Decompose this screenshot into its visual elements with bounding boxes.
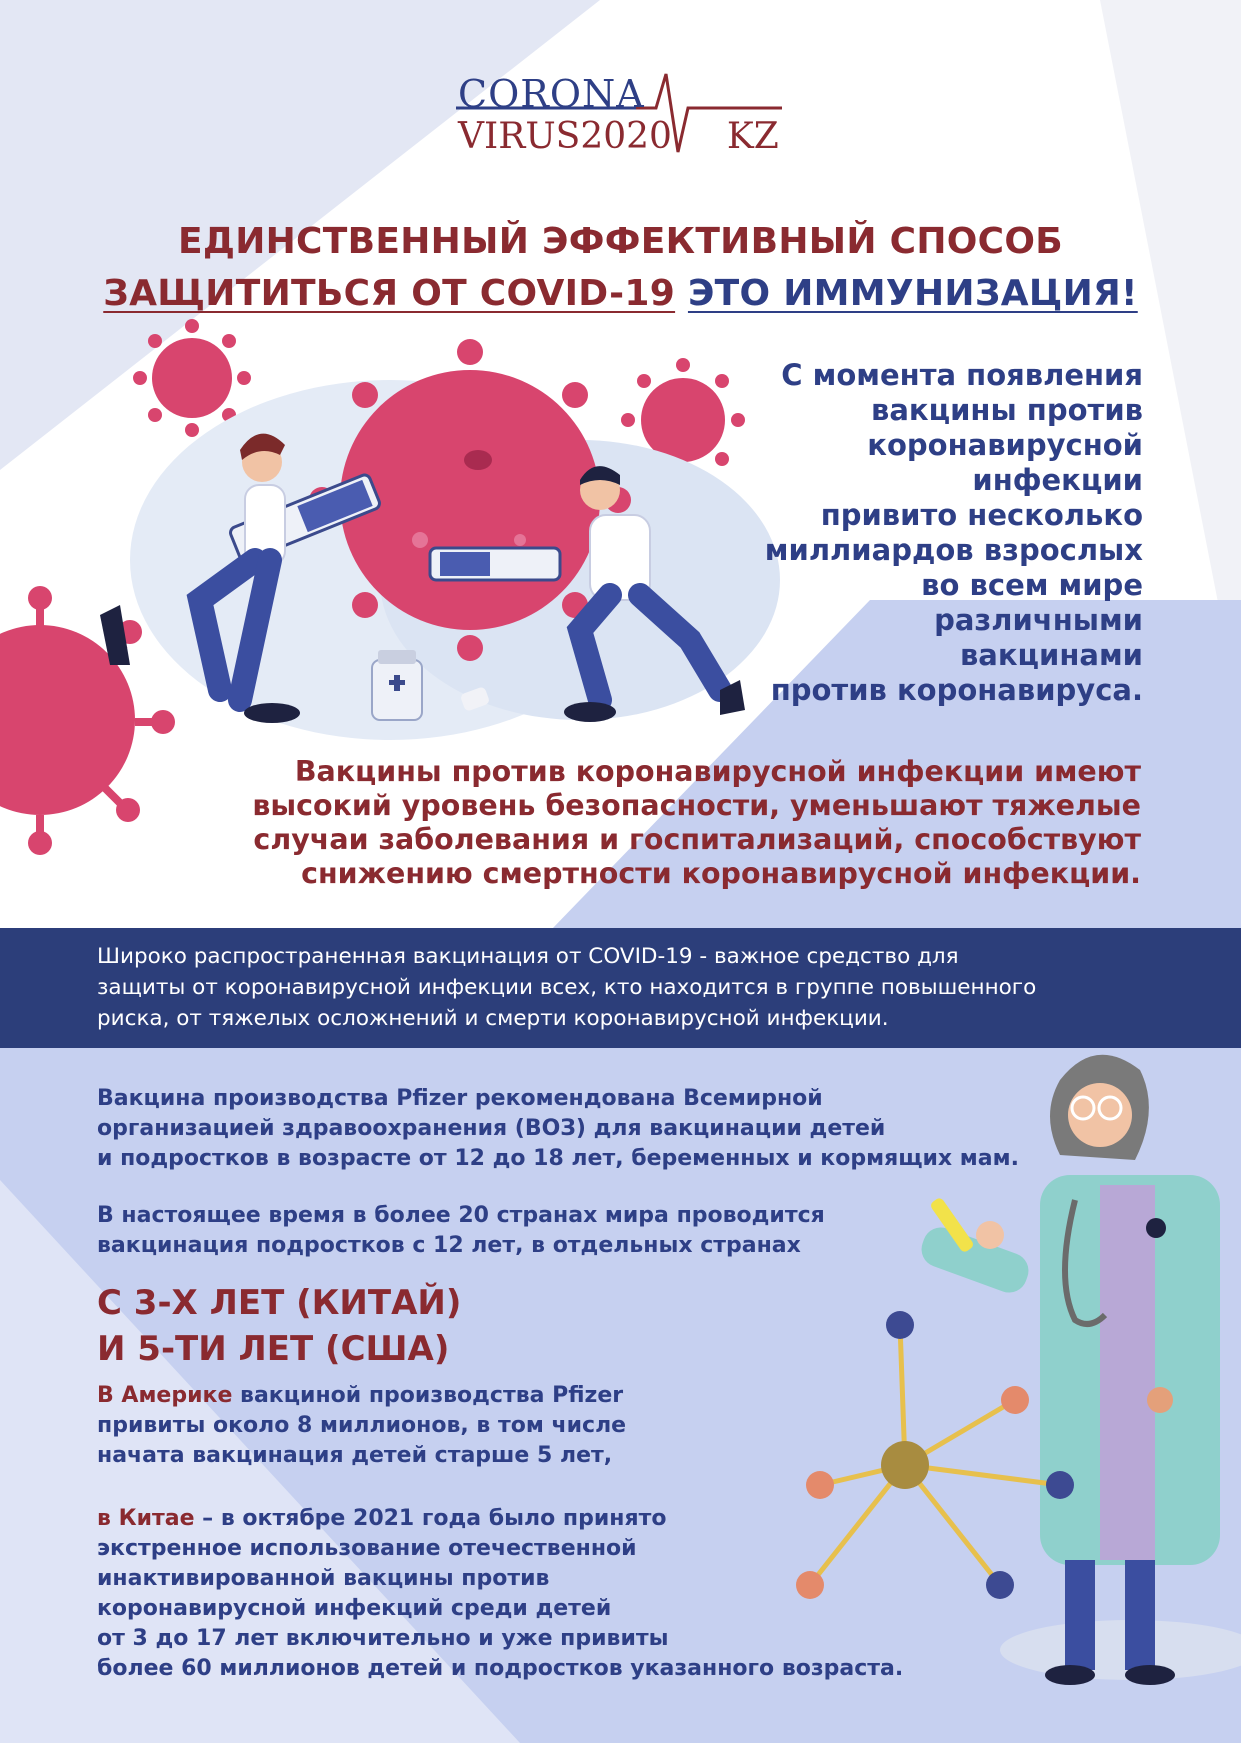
band-line: защиты от коронавирусной инфекции всех, кто находится в группе повышенного xyxy=(97,975,1037,1000)
china-line-5: от 3 до 17 лет включительно и уже привиты xyxy=(97,1626,669,1651)
intro-line: вакцинами xyxy=(959,638,1143,672)
safety-line: высокий уровень безопасности, уменьшают тяжелые xyxy=(252,789,1141,822)
corona-virus-kz-logo xyxy=(456,66,786,166)
pfizer-line: Вакцина производства Pfizer рекомендована Всемирной xyxy=(97,1086,823,1111)
china-line-3: инактивированной вакцины против xyxy=(97,1566,550,1591)
china-line-6: более 60 миллионов детей и подростков указанного возраста. xyxy=(97,1656,904,1681)
intro-line: против коронавируса. xyxy=(770,673,1143,707)
china-paragraph xyxy=(97,1504,997,1684)
info-band xyxy=(0,928,1241,1048)
countries-paragraph xyxy=(97,1201,997,1261)
intro-line: миллиардов взрослых xyxy=(764,533,1143,567)
band-line: Широко распространенная вакцинация от COVID-19 - важное средство для xyxy=(97,944,959,969)
safety-paragraph xyxy=(120,755,1141,891)
america-line-1-rest: вакциной производства Pfizer xyxy=(232,1383,624,1408)
safety-line: снижению смертности коронавирусной инфекции. xyxy=(301,857,1141,890)
safety-line: Вакцины против коронавирусной инфекции имеют xyxy=(294,755,1141,788)
intro-line: вакцины против xyxy=(871,393,1143,427)
intro-line: С момента появления xyxy=(781,358,1143,392)
china-line-2: экстренное использование отечественной xyxy=(97,1536,637,1561)
intro-line: привито несколько xyxy=(820,498,1143,532)
intro-line: во всем мире xyxy=(921,568,1143,602)
logo-line-virus2020 xyxy=(458,116,779,157)
china-line-4: коронавирусной инфекций среди детей xyxy=(97,1596,612,1621)
america-line-2: привиты около 8 миллионов, в том числе xyxy=(97,1413,627,1438)
headline-blue-part: ЭТО ИММУНИЗАЦИЯ! xyxy=(687,273,1138,314)
logo-kz-text: KZ xyxy=(726,116,779,157)
countries-line: В настоящее время в более 20 странах мира проводится xyxy=(97,1203,825,1228)
pfizer-line: организацией здравоохранения (ВОЗ) для вакцинации детей xyxy=(97,1116,886,1141)
america-line-3: начата вакцинация детей старше 5 лет, xyxy=(97,1443,613,1468)
intro-paragraph xyxy=(713,358,1143,708)
america-lead: В Америке xyxy=(97,1383,233,1408)
age-highlight xyxy=(97,1280,797,1372)
headline-line-2 xyxy=(0,268,1241,320)
safety-line: случаи заболевания и госпитализаций, способствуют xyxy=(253,823,1141,856)
america-line-1 xyxy=(97,1381,797,1411)
logo-virus2020-text: VIRUS2020 xyxy=(458,116,672,157)
china-line-1-rest: – в октябре 2021 года было принято xyxy=(194,1506,667,1531)
pfizer-line: и подростков в возрасте от 12 до 18 лет, беременных и кормящих мам. xyxy=(97,1146,1019,1171)
band-line: риска, от тяжелых осложнений и смерти коронавирусной инфекции. xyxy=(97,1006,889,1031)
pfizer-paragraph xyxy=(97,1084,1097,1174)
age-highlight-china: С 3-Х ЛЕТ (КИТАЙ) xyxy=(97,1283,462,1323)
america-paragraph xyxy=(97,1381,797,1471)
info-band-text xyxy=(97,941,1137,1034)
countries-line: вакцинация подростков с 12 лет, в отдельных странах xyxy=(97,1233,801,1258)
china-lead: в Китае xyxy=(97,1506,195,1531)
intro-line: коронавирусной xyxy=(867,428,1143,462)
logo-line-corona: CORONA xyxy=(458,72,645,116)
china-line-1 xyxy=(97,1504,997,1534)
intro-line: инфекции xyxy=(972,463,1143,497)
headline-line-1: ЕДИНСТВЕННЫЙ ЭФФЕКТИВНЫЙ СПОСОБ xyxy=(177,221,1064,262)
intro-line: различными xyxy=(934,603,1143,637)
age-highlight-usa: И 5-ТИ ЛЕТ (США) xyxy=(97,1329,450,1369)
page-headline xyxy=(0,216,1241,320)
headline-red-part: ЗАЩИТИТЬСЯ ОТ COVID-19 xyxy=(103,273,676,314)
